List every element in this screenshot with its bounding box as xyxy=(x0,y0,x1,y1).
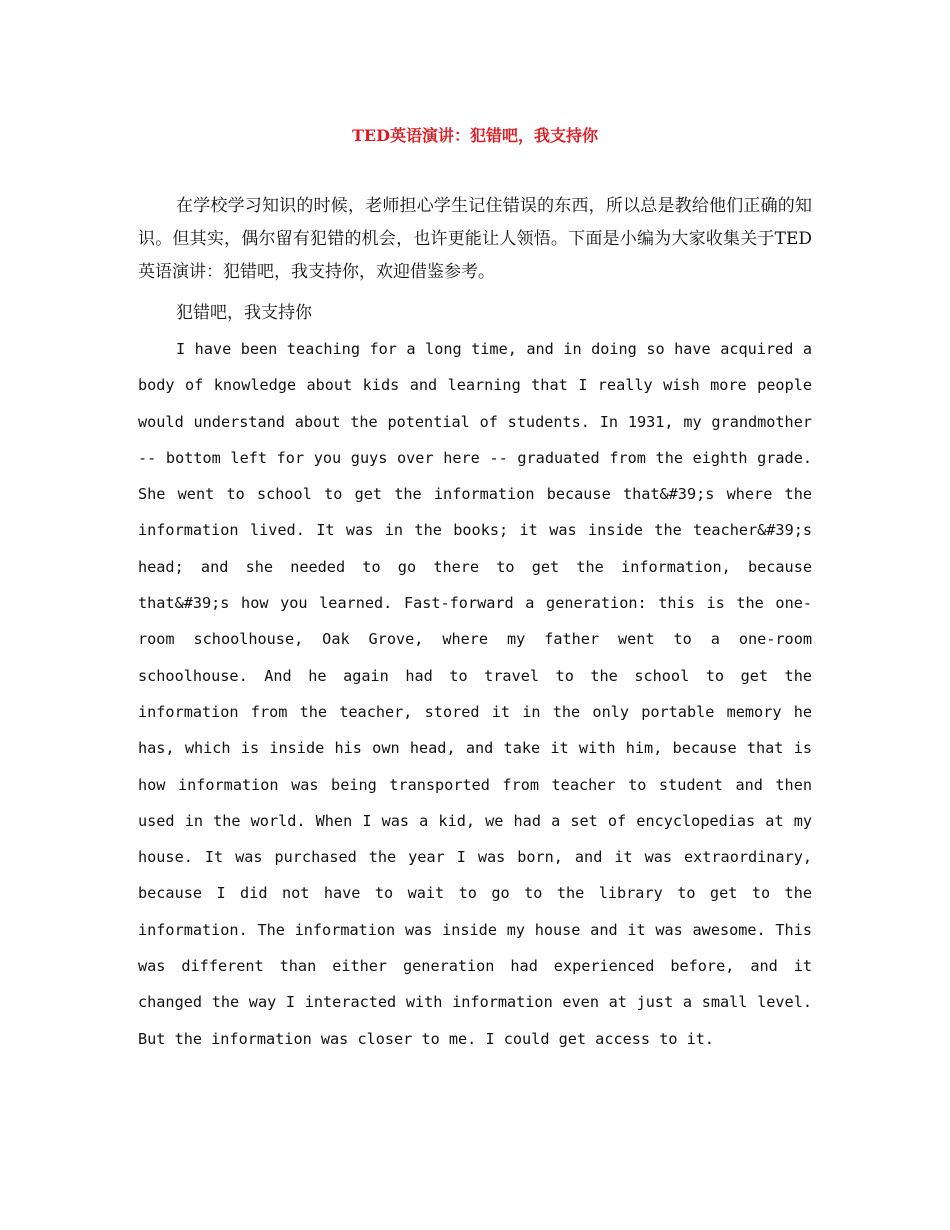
section-subtitle: 犯错吧，我支持你 xyxy=(176,303,312,323)
intro-paragraph: 在学校学习知识的时候，老师担心学生记住错误的东西，所以总是教给他们正确的知识。但其实，偶尔留有犯错的机会，也许更能让人领悟。下面是小编为大家收集关于TED英语演讲：犯错吧，我支持你，欢迎借鉴参考。 xyxy=(138,196,812,282)
document-title: TED英语演讲：犯错吧，我支持你 xyxy=(352,126,598,145)
speech-body-paragraph: I have been teaching for a long time, and in doing so have acquired a body of knowledge about kids and learning that I really wish more people would understand about the potential of students. In 1931, my grandmother -- bottom left for you guys over here -- graduated from the eighth grade. She went to school to get the information because that&#39;s where the information lived. It was in the books; it was inside the teacher&#39;s head; and she needed to go there to get the information, because that&#39;s how you learned. Fast-forward a generation: this is the one-room schoolhouse, Oak Grove, where my father went to a one-room schoolhouse. And he again had to travel to the school to get the information from the teacher, stored it in the only portable memory he has, which is inside his own head, and take it with him, because that is how information was being transported from teacher to student and then used in the world. When I was a kid, we had a set of encyclopedias at my house. It was purchased the year I was born, and it was extraordinary, because I did not have to wait to go to the library to get to the information. The information was inside my house and it was awesome. This was different than either generation had experienced before, and it changed the way I interacted with information even at just a small level. But the information was closer to me. I could get access to it. xyxy=(138,340,812,1048)
